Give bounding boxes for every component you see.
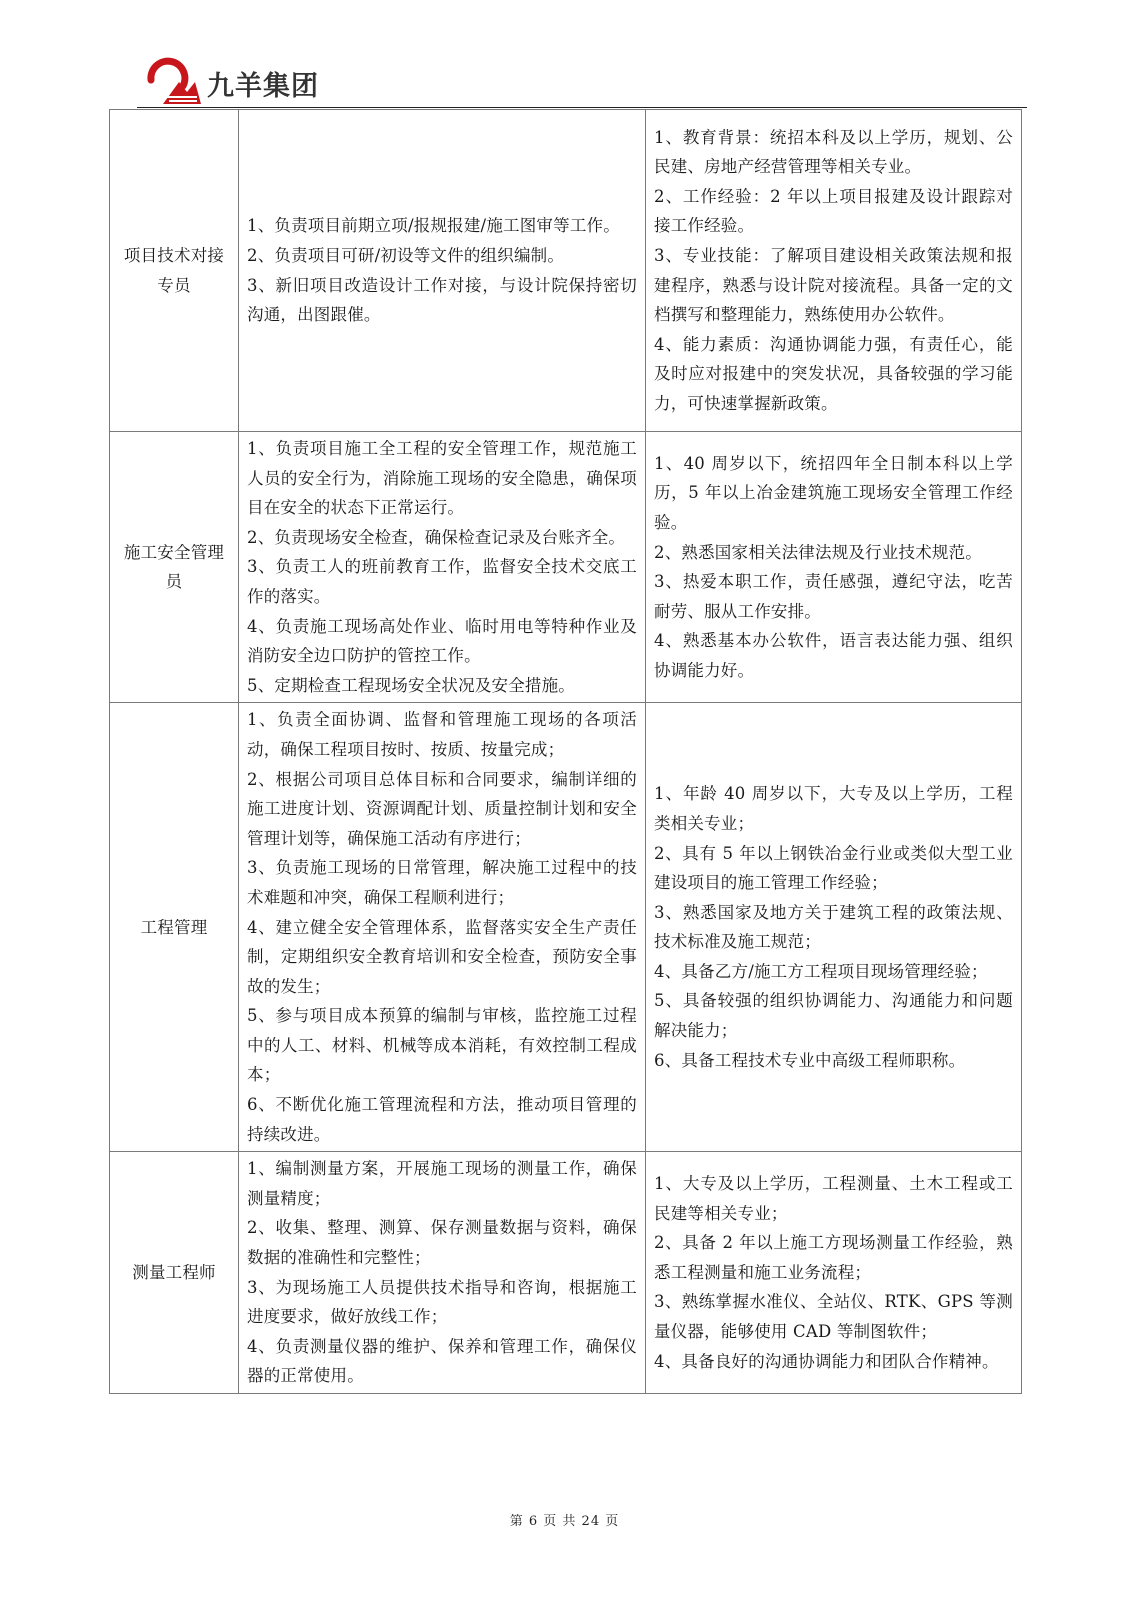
- position-cell: [110, 1152, 239, 1394]
- duty-item: 2、负责现场安全检查，确保检查记录及台账齐全。: [247, 527, 626, 547]
- duty-item: 1、负责项目施工全工程的安全管理工作，规范施工人员的安全行为，消除施工现场的安全隐患，确保项目在安全的状态下正常运行。: [247, 439, 637, 518]
- duty-item: 5、参与项目成本预算的编制与审核，监控施工过程中的人工、材料、机械等成本消耗，有效控制工程成本；: [247, 1006, 637, 1085]
- requirements-cell: [646, 1152, 1022, 1394]
- duty-item: 3、负责施工现场的日常管理，解决施工过程中的技术难题和冲突，确保工程顺利进行；: [247, 858, 637, 907]
- table-row: [110, 432, 1022, 703]
- requirement-item: 3、热爱本职工作，责任感强，遵纪守法，吃苦耐劳、服从工作安排。: [654, 572, 1013, 621]
- requirements-cell: [646, 110, 1022, 432]
- requirements-cell: [646, 703, 1022, 1152]
- requirement-item: 3、熟练掌握水准仪、全站仪、RTK、GPS 等测量仪器，能够使用 CAD 等制图软件；: [654, 1292, 1013, 1342]
- requirement-item: 1、40 周岁以下，统招四年全日制本科以上学历，5 年以上冶金建筑施工现场安全管理工作经验。: [654, 453, 1013, 532]
- table-row: [110, 703, 1022, 1152]
- requirement-item: 6、具备工程技术专业中高级工程师职称。: [654, 1050, 966, 1070]
- header-divider: [137, 107, 1027, 108]
- table-row: [110, 1152, 1022, 1394]
- requirement-item: 2、工作经验：2 年以上项目报建及设计跟踪对接工作经验。: [654, 186, 1013, 236]
- position-title: 工程管理: [140, 917, 208, 937]
- duty-item: 1、编制测量方案，开展施工现场的测量工作，确保测量精度；: [247, 1159, 637, 1208]
- duty-item: 4、负责施工现场高处作业、临时用电等特种作业及消防安全边口防护的管控工作。: [247, 616, 637, 666]
- duty-item: 3、新旧项目改造设计工作对接，与设计院保持密切沟通，出图跟催。: [247, 275, 637, 325]
- duties-cell: [239, 1152, 646, 1394]
- duty-item: 1、负责项目前期立项/报规报建/施工图审等工作。: [247, 216, 620, 236]
- duty-item: 4、负责测量仪器的维护、保养和管理工作，确保仪器的正常使用。: [247, 1336, 637, 1386]
- table-row: [110, 110, 1022, 432]
- requirement-item: 4、熟悉基本办公软件，语言表达能力强、组织协调能力好。: [654, 631, 1013, 680]
- duty-item: 3、负责工人的班前教育工作，监督安全技术交底工作的落实。: [247, 557, 637, 606]
- position-title: 测量工程师: [132, 1262, 216, 1282]
- position-cell: [110, 432, 239, 703]
- requirements-cell: [646, 432, 1022, 703]
- requirement-item: 1、大专及以上学历，工程测量、土木工程或工民建等相关专业；: [654, 1174, 1013, 1223]
- requirement-item: 4、具备良好的沟通协调能力和团队合作精神。: [654, 1351, 999, 1371]
- position-cell: [110, 703, 239, 1152]
- requirement-item: 2、具备 2 年以上施工方现场测量工作经验，熟悉工程测量和施工业务流程；: [654, 1233, 1013, 1282]
- duty-item: 2、收集、整理、测算、保存测量数据与资料，确保数据的准确性和完整性；: [247, 1218, 637, 1268]
- requirement-item: 5、具备较强的组织协调能力、沟通能力和问题解决能力；: [654, 991, 1013, 1041]
- duty-item: 2、根据公司项目总体目标和合同要求，编制详细的施工进度计划、资源调配计划、质量控制计划和安全管理计划等，确保施工活动有序进行；: [247, 769, 637, 848]
- position-title: 施工安全管理员: [123, 542, 225, 592]
- requirement-item: 4、能力素质：沟通协调能力强，有责任心，能及时应对报建中的突发状况，具备较强的学习能力，可快速掌握新政策。: [654, 334, 1013, 413]
- duties-cell: [239, 110, 646, 432]
- requirement-item: 1、教育背景：统招本科及以上学历，规划、公民建、房地产经营管理等相关专业。: [654, 127, 1013, 177]
- duties-cell: [239, 432, 646, 703]
- requirement-item: 3、熟悉国家及地方关于建筑工程的政策法规、技术标准及施工规范；: [654, 902, 1013, 952]
- page-number: 第 6 页 共 24 页: [509, 1514, 620, 1529]
- company-name: 九羊集团: [207, 71, 319, 102]
- requirement-item: 2、具有 5 年以上钢铁冶金行业或类似大型工业建设项目的施工管理工作经验；: [654, 843, 1013, 893]
- duty-item: 1、负责全面协调、监督和管理施工现场的各项活动，确保工程项目按时、按质、按量完成；: [247, 710, 637, 759]
- company-logo-icon: [143, 56, 203, 106]
- requirement-item: 3、专业技能：了解项目建设相关政策法规和报建程序，熟悉与设计院对接流程。具备一定的文档撰写和整理能力，熟练使用办公软件。: [654, 245, 1013, 325]
- duty-item: 6、不断优化施工管理流程和方法，推动项目管理的持续改进。: [247, 1095, 637, 1144]
- job-requirements-table: [109, 109, 1022, 1394]
- duty-item: 3、为现场施工人员提供技术指导和咨询，根据施工进度要求，做好放线工作；: [247, 1277, 637, 1327]
- duties-cell: [239, 703, 646, 1152]
- duty-item: 5、定期检查工程现场安全状况及安全措施。: [247, 675, 575, 695]
- requirement-item: 2、熟悉国家相关法律法规及行业技术规范。: [654, 542, 982, 562]
- duty-item: 4、建立健全安全管理体系，监督落实安全生产责任制，定期组织安全教育培训和安全检查，预防安全事故的发生；: [247, 917, 637, 996]
- requirement-item: 1、年龄 40 周岁以下，大专及以上学历，工程类相关专业；: [654, 784, 1013, 833]
- position-cell: [110, 110, 239, 432]
- position-title: 项目技术对接专员: [123, 245, 225, 295]
- page-header: [137, 52, 1027, 108]
- duty-item: 2、负责项目可研/初设等文件的组织编制。: [247, 245, 565, 265]
- requirement-item: 4、具备乙方/施工方工程项目现场管理经验；: [654, 961, 988, 981]
